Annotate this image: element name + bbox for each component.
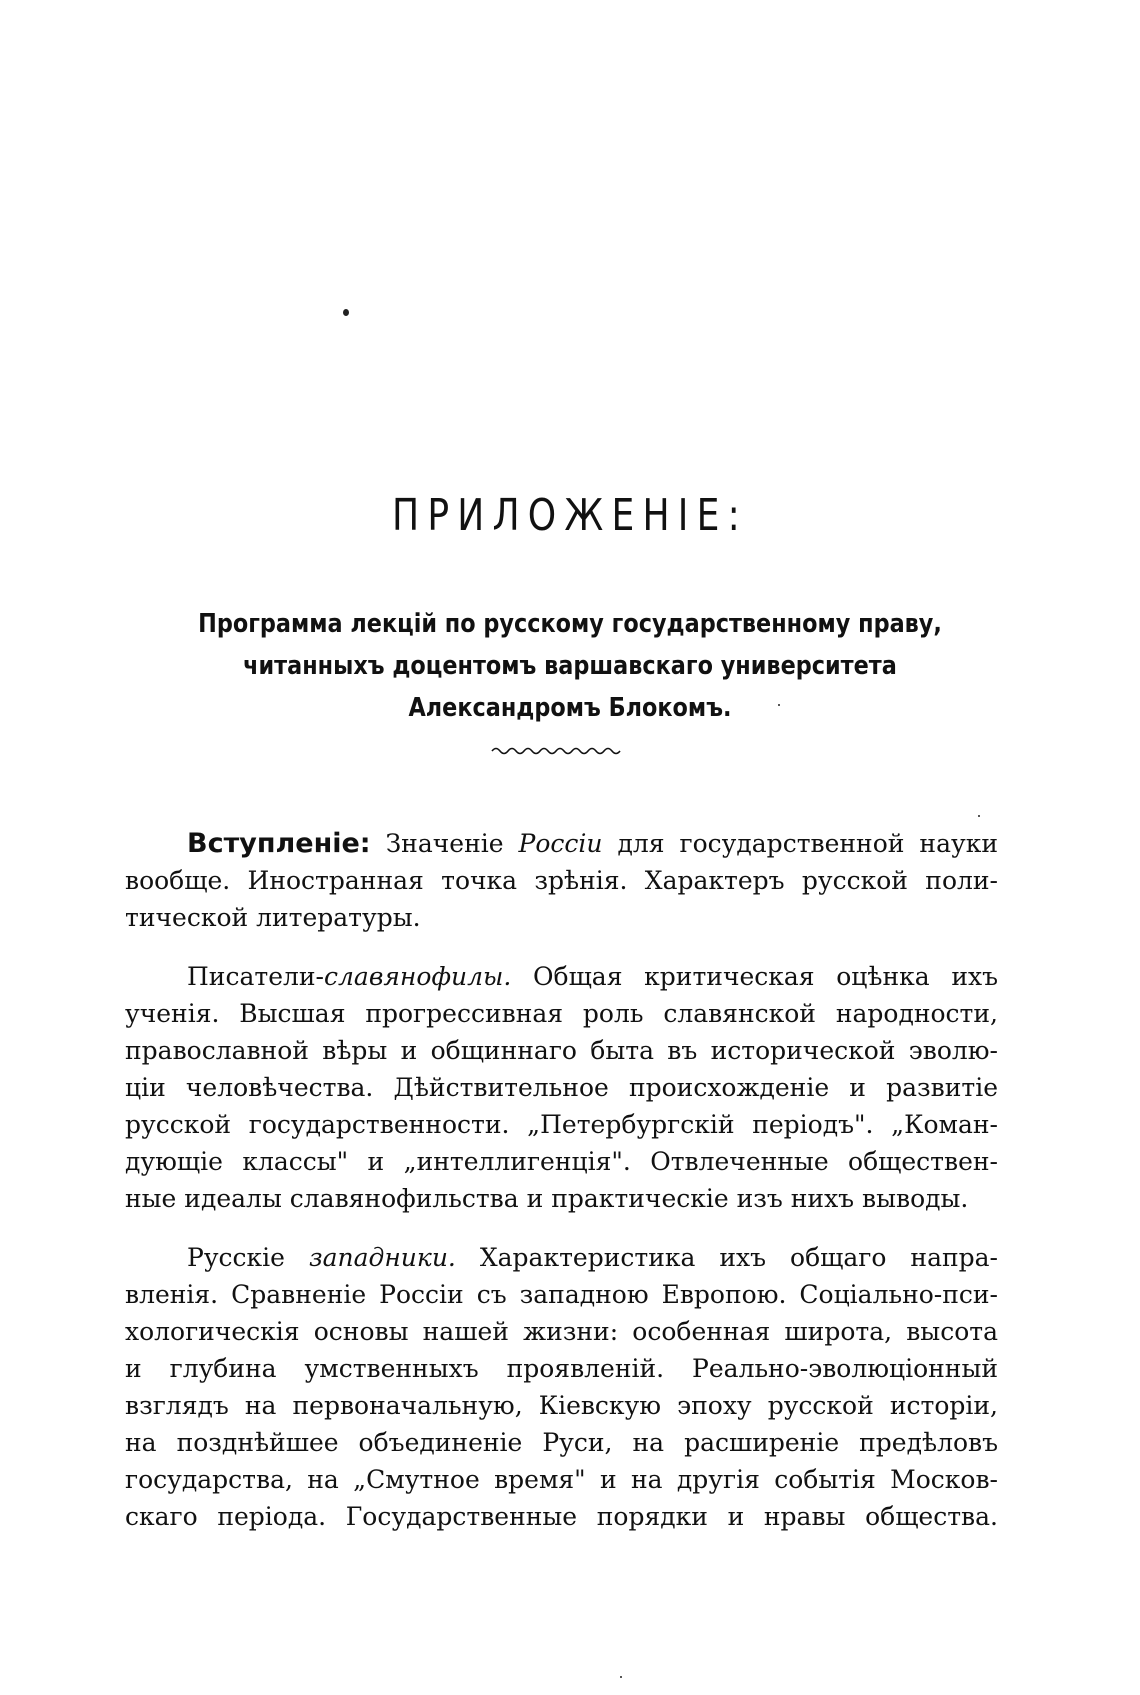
text-line: ціи человѣчества. Дѣйствительное происхожденіе и развитіе [125,1073,998,1102]
subtitle-line: Александромъ Блокомъ. [408,693,732,723]
text-fragment: Общая критическая оцѣнка ихъ [511,962,998,991]
text-fragment: Значеніе [370,829,519,858]
ink-speck [343,309,349,316]
text-line: вленія. Сравненіе Россіи съ западною Европою. Соціально-пси- [125,1280,998,1309]
text-fragment: Писатели- [187,962,324,991]
paragraph-slavophiles [125,958,998,1217]
wavy-divider [490,744,624,758]
subtitle-line: Программа лекцій по русскому государственному праву, [198,609,942,639]
subtitle-line: читанныхъ доцентомъ варшавскаго университета [243,651,897,681]
lecture-program-text [125,825,998,1557]
text-line: ученія. Высшая прогрессивная роль славянской народности, [125,999,998,1028]
italic-term: Россіи [518,829,603,858]
text-line: взглядъ на первоначальную, Кіевскую эпоху русской исторіи, [125,1391,998,1420]
text-fragment: Русскіе [187,1243,309,1272]
text-line: скаго періода. Государственные порядки и нравы общества. [125,1502,998,1531]
text-line: ные идеалы славянофильства и практическіе изъ нихъ выводы. [125,1184,969,1213]
text-fragment: для государственной науки [602,829,998,858]
appendix-title: ПРИЛОЖЕНІЕ: [391,490,748,541]
text-line: хологическія основы нашей жизни: особенная широта, высота [125,1317,998,1346]
ink-speck [978,815,980,817]
text-line: тической литературы. [125,903,421,932]
italic-term: славянофилы. [324,962,512,991]
text-line: дующіе классы" и „интеллигенція". Отвлеченные обществен- [125,1147,998,1176]
italic-term: западники. [308,1243,456,1272]
subtitle [183,603,957,729]
ink-speck [620,1676,622,1678]
text-line: православной вѣры и общиннаго быта въ исторической эволю- [125,1036,998,1065]
text-line: на позднѣйшее объединеніе Руси, на расширеніе предѣловъ [125,1428,998,1457]
text-line: русской государственности. „Петербургскій періодъ". „Коман- [125,1110,998,1139]
text-line: вообще. Иностранная точка зрѣнія. Характеръ русской поли- [125,866,998,895]
paragraph-westernizers [125,1239,998,1535]
paragraph-introduction [125,825,998,936]
text-line [125,825,998,862]
text-fragment: Характеристика ихъ общаго напра- [455,1243,998,1272]
text-line: и глубина умственныхъ проявленій. Реально-эволюціонный [125,1354,998,1383]
text-line: государства, на „Смутное время" и на другія событія Москов- [125,1465,998,1494]
text-line [125,1239,998,1276]
section-lead: Вступленіе: [187,828,371,859]
text-line [125,958,998,995]
